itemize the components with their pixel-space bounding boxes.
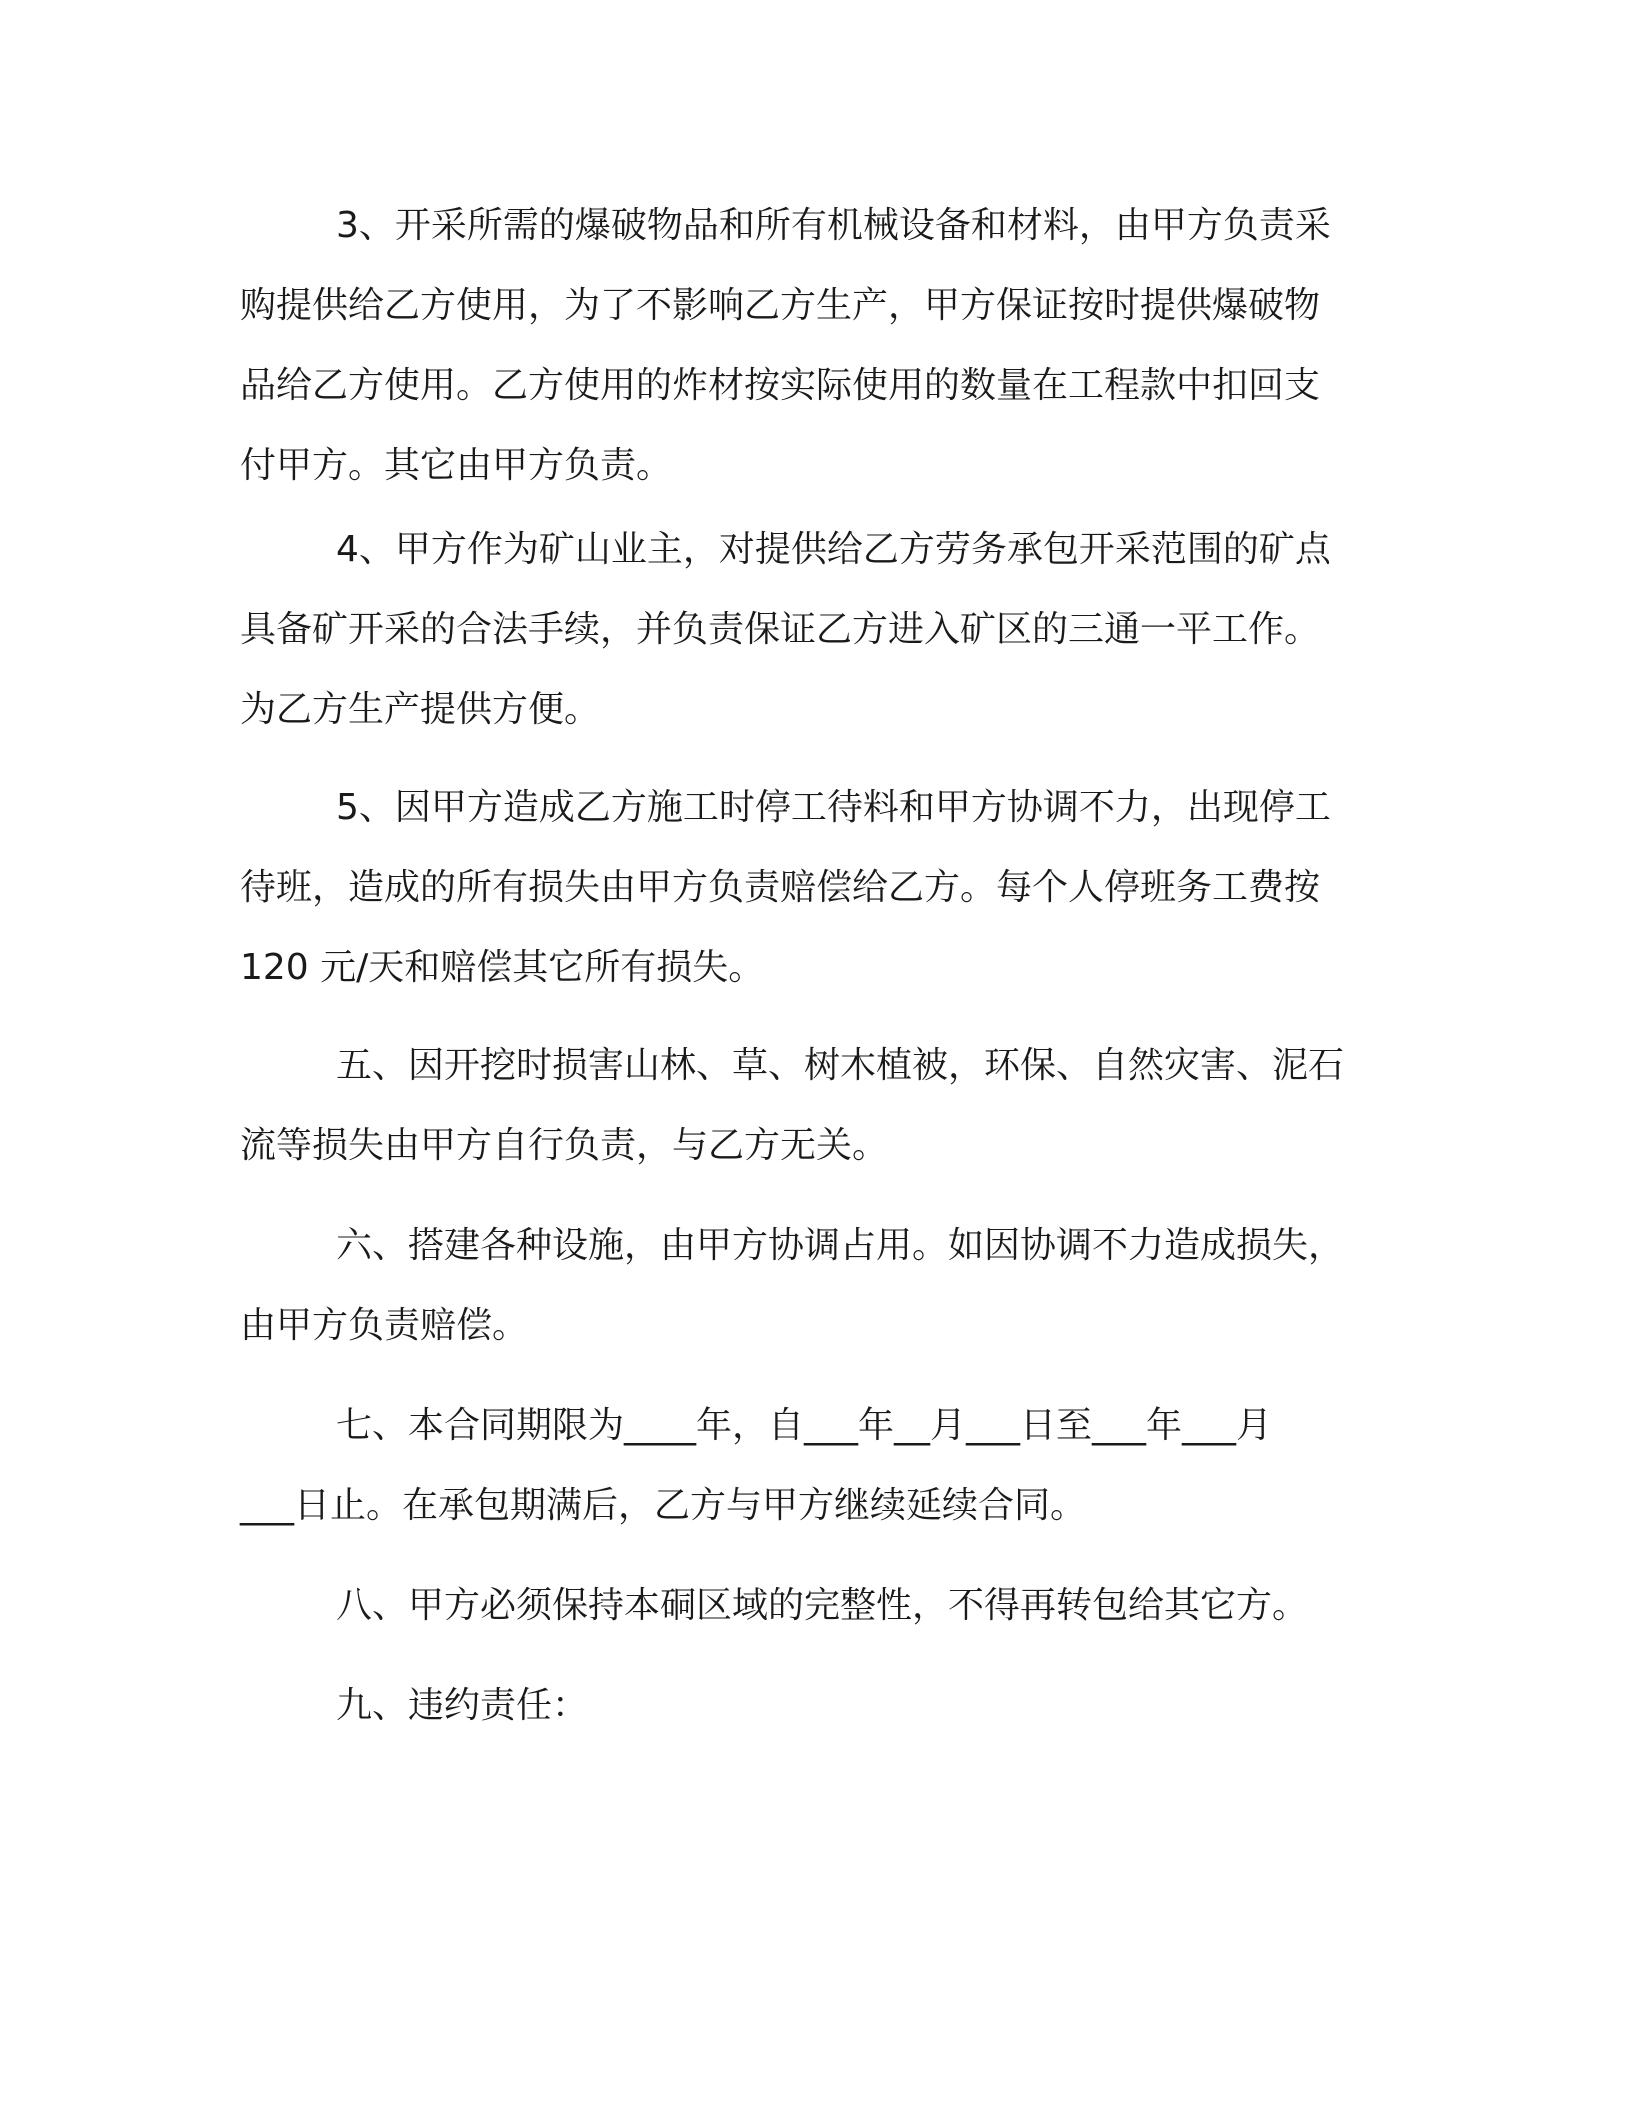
paragraph-clause-nine	[240, 1666, 1380, 1746]
paragraph-clause-five	[240, 1026, 1380, 1186]
text-line: 九、违约责任：	[336, 1685, 589, 1726]
text-line: 待班，造成的所有损失由甲方负责赔偿给乙方。每个人停班务工费按	[240, 867, 1321, 908]
text-line: 4、甲方作为矿山业主，对提供给乙方劳务承包开采范围的矿点	[336, 529, 1331, 570]
text-line: ___日止。在承包期满后，乙方与甲方继续延续合同。	[240, 1485, 1087, 1526]
text-line: 由甲方负责赔偿。	[240, 1305, 529, 1346]
paragraph-clause-4	[240, 510, 1380, 750]
text-line: 流等损失由甲方自行负责，与乙方无关。	[240, 1125, 889, 1166]
paragraph-clause-3	[240, 186, 1380, 506]
text-line: 付甲方。其它由甲方负责。	[240, 445, 673, 486]
text-line: 七、本合同期限为____年，自___年__月___日至___年___月	[336, 1405, 1273, 1446]
text-line: 5、因甲方造成乙方施工时停工待料和甲方协调不力，出现停工	[336, 787, 1331, 828]
text-line: 八、甲方必须保持本硐区域的完整性，不得再转包给其它方。	[336, 1585, 1309, 1626]
text-line: 具备矿开采的合法手续，并负责保证乙方进入矿区的三通一平工作。	[240, 609, 1321, 650]
paragraph-clause-5	[240, 768, 1380, 1008]
paragraph-clause-seven	[240, 1386, 1380, 1546]
text-line: 品给乙方使用。乙方使用的炸材按实际使用的数量在工程款中扣回支	[240, 365, 1321, 406]
paragraph-clause-six	[240, 1206, 1380, 1366]
text-line: 五、因开挖时损害山林、草、树木植被，环保、自然灾害、泥石	[336, 1045, 1345, 1086]
text-line: 3、开采所需的爆破物品和所有机械设备和材料，由甲方负责采	[336, 205, 1331, 246]
text-line: 120 元/天和赔偿其它所有损失。	[240, 947, 765, 988]
text-line: 购提供给乙方使用，为了不影响乙方生产，甲方保证按时提供爆破物	[240, 285, 1321, 326]
text-line: 六、搭建各种设施，由甲方协调占用。如因协调不力造成损失，	[336, 1225, 1345, 1266]
text-line: 为乙方生产提供方便。	[240, 689, 601, 730]
paragraph-clause-eight	[240, 1566, 1380, 1646]
